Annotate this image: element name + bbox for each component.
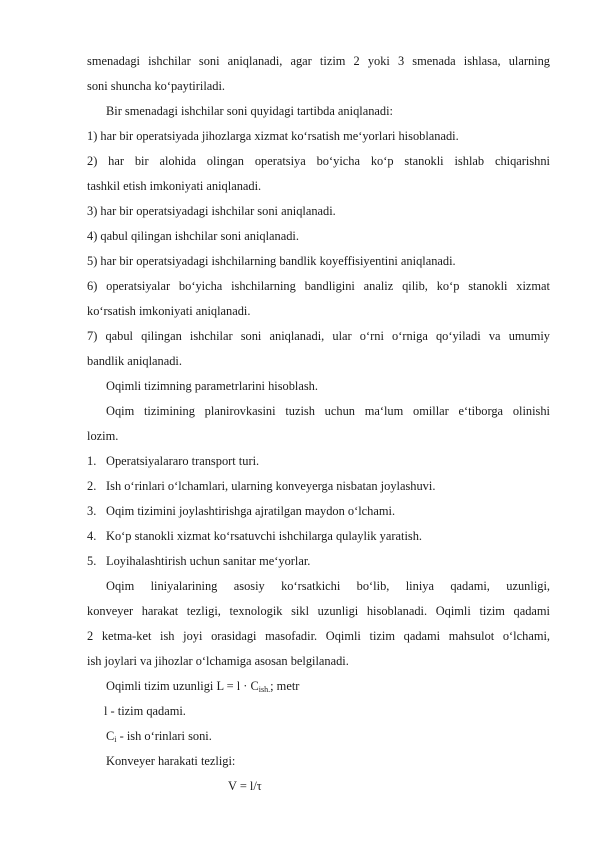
definition-count-subscript: i [114,735,117,744]
step-item-2: 2) har bir alohida olingan operatsiya bo‘yicha ko‘p stanokli ishlab chiqarishni [87,154,550,168]
paragraph-line: smenadagi ishchilar soni aniqlanadi, agar tizim 2 yoki 3 smenada ishlasa, ularning [87,54,550,68]
formula-length-unit: ; metr [270,679,300,693]
list-number: 5. [87,554,97,568]
paragraph-line: soni shuncha ko‘paytiriladi. [87,79,225,93]
list-number: 3. [87,504,97,518]
step-item-7: 7) qabul qilingan ishchilar soni aniqlanadi, ular o‘rni o‘rniga qo‘yiladi va umumiy [87,329,550,343]
step-item-3: 3) har bir operatsiyadagi ishchilar soni aniqlanadi. [87,204,336,218]
paragraph-line: 2 ketma-ket ish joyi orasidagi masofadir. Oqimli tizim qadami mahsulot o‘lchami, [87,629,550,643]
paragraph-line: Oqim liniyalarining asosiy ko‘rsatkichi bo‘lib, liniya qadami, uzunligi, [106,579,550,593]
section-heading: Oqimli tizimning parametrlarini hisoblash. [106,379,318,393]
step-item-6-cont: ko‘rsatish imkoniyati aniqlanadi. [87,304,251,318]
paragraph-line: ish joylari va jihozlar o‘lchamiga asosan belgilanadi. [87,654,349,668]
step-item-6: 6) operatsiyalar bo‘yicha ishchilarning bandligini analiz qilib, ko‘p stanokli xizmat [87,279,550,293]
paragraph-line: Konveyer harakati tezligi: [106,754,236,768]
paragraph-line: konveyer harakat tezligi, texnologik sikl uzunligi hisoblanadi. Oqimli tizim qadami [87,604,550,618]
formula-length [106,678,550,698]
list-item: Loyihalashtirish uchun sanitar me‘yorlar. [106,554,311,568]
paragraph-line: Oqim tizimining planirovkasini tuzish uchun ma‘lum omillar e‘tiborga olinishi [106,404,550,418]
list-number: 4. [87,529,97,543]
definition-count [106,728,550,748]
list-number: 2. [87,479,97,493]
step-item-5: 5) har bir operatsiyadagi ishchilarning bandlik koyeffisiyentini aniqlanadi. [87,254,456,268]
step-item-7-cont: bandlik aniqlanadi. [87,354,182,368]
list-item: Oqim tizimini joylashtirishga ajratilgan maydon o‘lchami. [106,504,396,518]
list-item: Operatsiyalararo transport turi. [106,454,260,468]
step-item-2-cont: tashkil etish imkoniyati aniqlanadi. [87,179,262,193]
paragraph-line: Bir smenadagi ishchilar soni quyidagi tartibda aniqlanadi: [106,104,393,118]
definition-step: l - tizim qadami. [104,704,186,718]
formula-speed: V = l/τ [228,779,262,793]
list-item: Ko‘p stanokli xizmat ko‘rsatuvchi ishchilarga qulaylik yaratish. [106,529,423,543]
definition-count-symbol: C [106,729,115,743]
list-number: 1. [87,454,97,468]
step-item-1: 1) har bir operatsiyada jihozlarga xizmat ko‘rsatish me‘yorlari hisoblanadi. [87,129,459,143]
formula-length-text: Oqimli tizim uzunligi L = l · C [106,679,259,693]
formula-length-subscript: ish. [258,685,271,694]
definition-count-text: - ish o‘rinlari soni. [116,729,212,743]
step-item-4: 4) qabul qilingan ishchilar soni aniqlanadi. [87,229,299,243]
paragraph-line: lozim. [87,429,119,443]
list-item: Ish o‘rinlari o‘lchamlari, ularning konveyerga nisbatan joylashuvi. [106,479,436,493]
